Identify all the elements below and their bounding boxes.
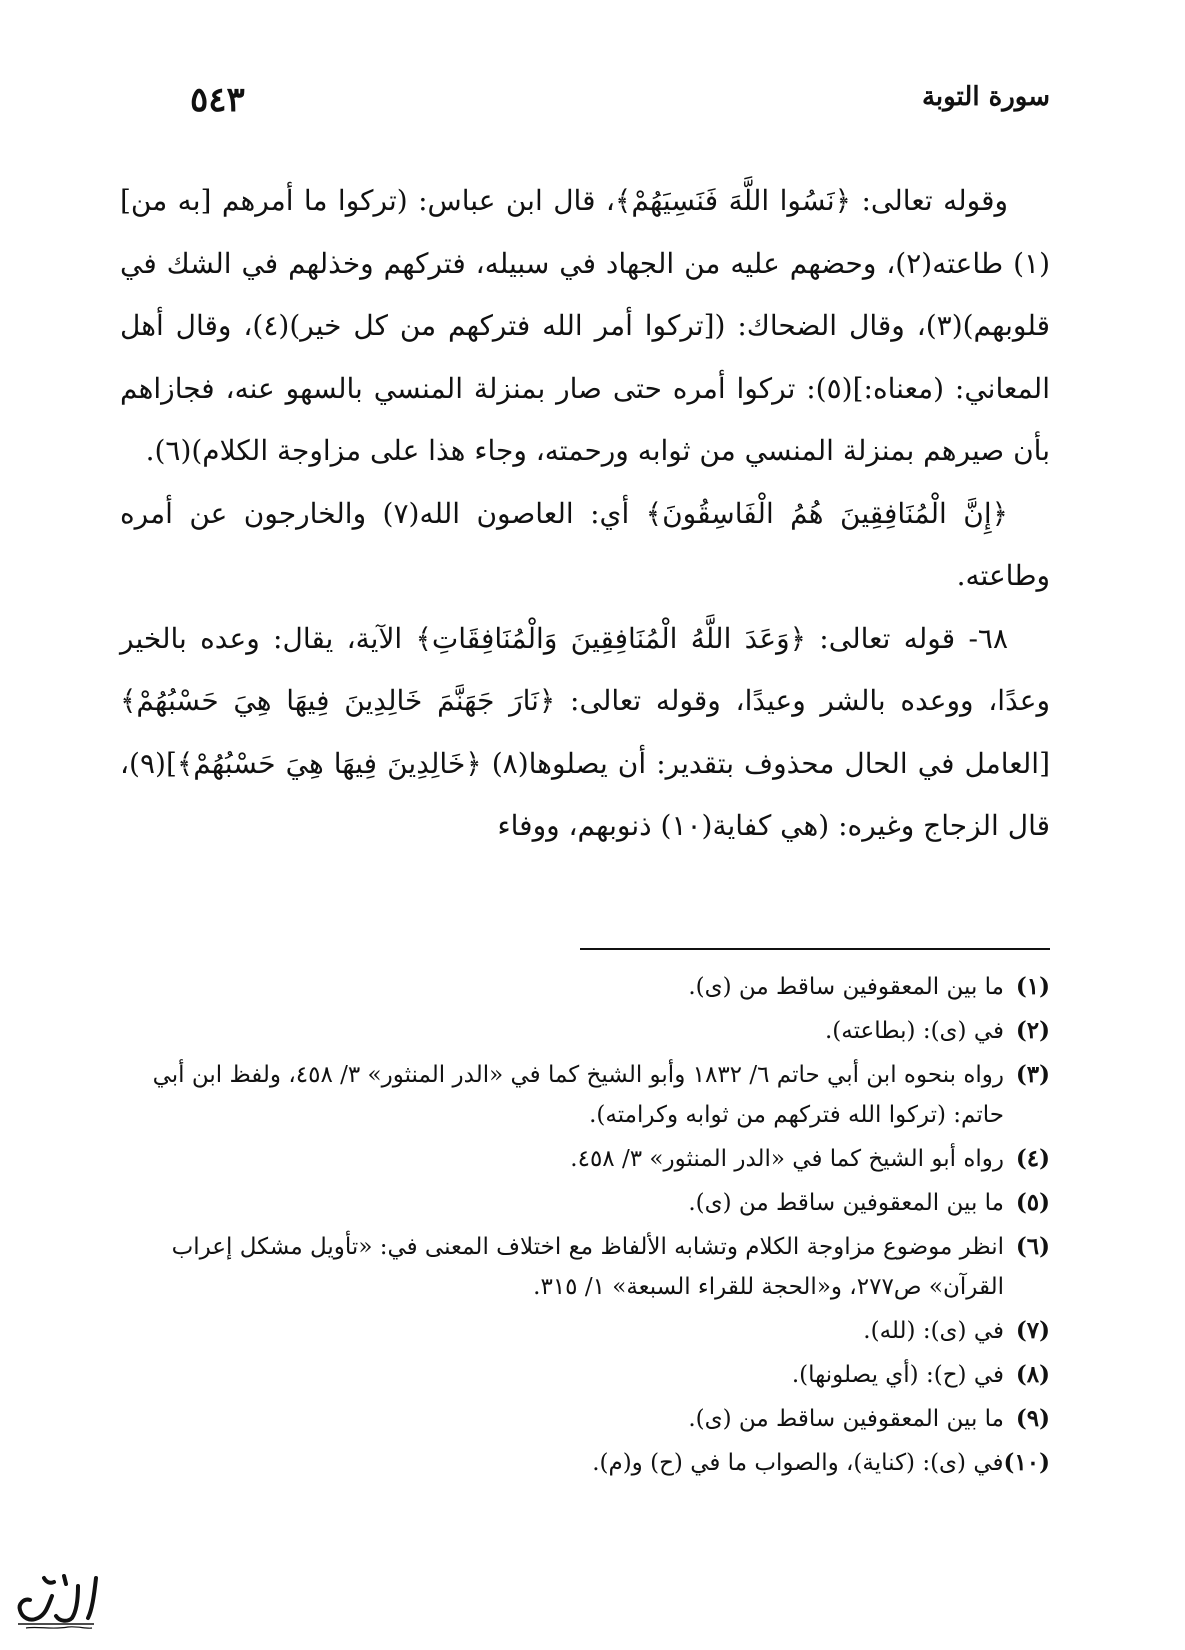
footnote-text: رواه بنحوه ابن أبي حاتم ٦/ ١٨٣٢ وأبو الشيخ كما في «الدر المنثور» ٣/ ٤٥٨، ولفظ ابن أبي حاتم: (تركوا الله فتركهم من ثوابه وكرامته). <box>152 1062 1004 1128</box>
footnote-item <box>115 1139 1050 1179</box>
footnote-text: في (ى): (لله). <box>863 1318 1004 1344</box>
footnote-text: ما بين المعقوفين ساقط من (ى). <box>688 1406 1004 1432</box>
footnote-text: ما بين المعقوفين ساقط من (ى). <box>688 1190 1004 1216</box>
footnote-item <box>115 1183 1050 1223</box>
footnote-number: (٨) <box>1015 1361 1050 1388</box>
footnote-item <box>115 967 1050 1007</box>
footnote-item <box>115 1311 1050 1351</box>
almostafa-logo-icon <box>8 1566 103 1634</box>
footnote-number: (٦) <box>1015 1233 1050 1260</box>
footnote-item <box>115 1055 1050 1135</box>
footnote-number: (٥) <box>1015 1189 1050 1216</box>
footnote-number: (٣) <box>1015 1061 1050 1088</box>
footnote-text: رواه أبو الشيخ كما في «الدر المنثور» ٣/ ٤٥٨. <box>570 1146 1004 1172</box>
footnote-divider <box>580 948 1050 950</box>
footnote-number: (٧) <box>1015 1317 1050 1344</box>
paragraph: ٦٨- قوله تعالى: ﴿وَعَدَ اللَّهُ الْمُنَافِقِينَ وَالْمُنَافِقَاتِ﴾ الآية، يقال: وعده بالخير وعدًا، ووعده بالشر وعيدًا، وقوله تعالى: ﴿نَارَ جَهَنَّمَ خَالِدِينَ فِيهَا هِيَ حَسْبُهُمْ﴾ [العامل في الحال محذوف بتقدير: أن يصلوها(٨) ﴿خَالِدِينَ فِيهَا هِيَ حَسْبُهُمْ﴾](٩)، قال الزجاج وغيره: (هي كفاية(١٠) ذنوبهم، ووفاء <box>120 621 1051 842</box>
main-text <box>120 170 1050 858</box>
footnote-number: (١٠) <box>1003 1449 1050 1476</box>
footnote-number: (٢) <box>1015 1017 1050 1044</box>
footnote-item <box>115 1227 1050 1307</box>
footnote-number: (٩) <box>1015 1405 1050 1432</box>
footnotes <box>115 967 1050 1487</box>
page-number: ٥٤٣ <box>190 80 245 120</box>
footnote-text: في (ى): (كناية)، والصواب ما في (ح) و(م). <box>592 1450 1004 1476</box>
footnote-number: (٤) <box>1015 1145 1050 1172</box>
footnote-item <box>115 1355 1050 1395</box>
footnote-text: في (ى): (بطاعته). <box>824 1018 1004 1044</box>
paragraph: وقوله تعالى: ﴿نَسُوا اللَّهَ فَنَسِيَهُمْ﴾، قال ابن عباس: (تركوا ما أمرهم [به من](١) طاعته(٢)، وحضهم عليه من الجهاد في سبيله، فتركهم وخذلهم في الشك في قلوبهم)(٣)، وقال الضحاك: ([تركوا أمر الله فتركهم من كل خير)(٤)، وقال أهل المعاني: (معناه:](٥): تركوا أمره حتى صار بمنزلة المنسي بالسهو عنه، فجازاهم بأن صيرهم بمنزلة المنسي من ثوابه ورحمته، وجاء هذا على مزاوجة الكلام)(٦). <box>120 184 1051 467</box>
footnote-number: (١) <box>1015 973 1050 1000</box>
footnote-item <box>115 1443 1050 1483</box>
page-header <box>190 82 1050 122</box>
footnote-text: في (ح): (أي يصلونها). <box>791 1362 1004 1388</box>
paragraph: ﴿إِنَّ الْمُنَافِقِينَ هُمُ الْفَاسِقُونَ﴾ أي: العاصون الله(٧) والخارجون عن أمره وطاعته. <box>120 496 1050 592</box>
footnote-text: ما بين المعقوفين ساقط من (ى). <box>688 974 1004 1000</box>
footnote-item <box>115 1011 1050 1051</box>
surah-title: سورة التوبة <box>921 82 1050 112</box>
footnote-text: انظر موضوع مزاوجة الكلام وتشابه الألفاظ مع اختلاف المعنى في: «تأويل مشكل إعراب القرآن» ص٢٧٧، و«الحجة للقراء السبعة» ١/ ٣١٥. <box>171 1234 1004 1300</box>
footnote-item <box>115 1399 1050 1439</box>
